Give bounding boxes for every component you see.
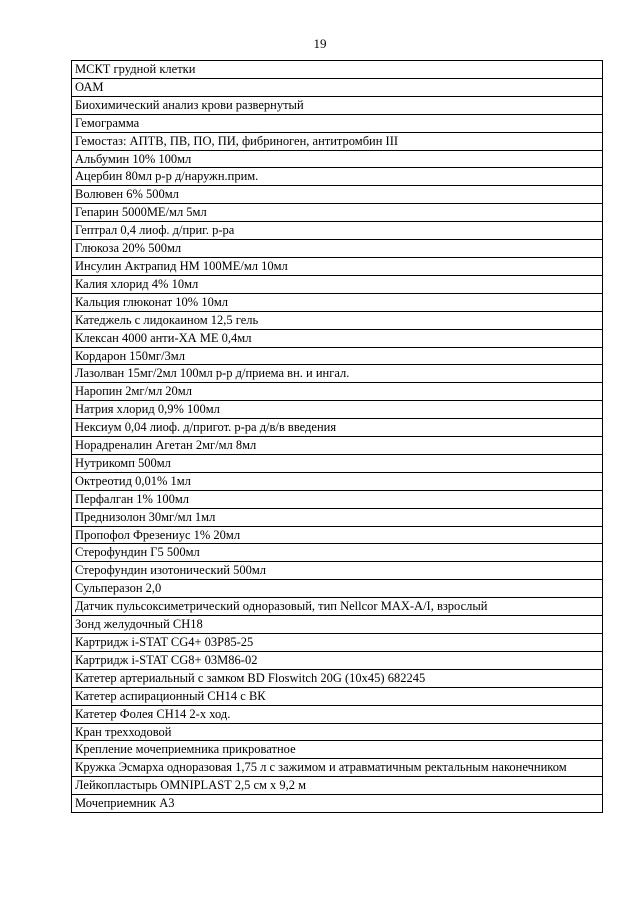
- table-cell: Катеджель с лидокаином 12,5 гель: [72, 311, 603, 329]
- table-row: [72, 580, 603, 598]
- table-row: [72, 329, 603, 347]
- table-row: [72, 454, 603, 472]
- table-row: [72, 741, 603, 759]
- table-cell: Кран трехходовой: [72, 723, 603, 741]
- table-row: [72, 562, 603, 580]
- table-cell: Кружка Эсмарха одноразовая 1,75 л с зажимом и атравматичным ректальным наконечником: [72, 759, 603, 777]
- table-row: [72, 723, 603, 741]
- table-cell: Перфалган 1% 100мл: [72, 490, 603, 508]
- table-row: [72, 616, 603, 634]
- table-row: [72, 96, 603, 114]
- table-cell: Сульперазон 2,0: [72, 580, 603, 598]
- table-row: [72, 544, 603, 562]
- table-cell: Гемостаз: АПТВ, ПВ, ПО, ПИ, фибриноген, антитромбин III: [72, 132, 603, 150]
- table-row: [72, 777, 603, 795]
- table-row: [72, 795, 603, 813]
- table-row: [72, 759, 603, 777]
- table-cell: Стерофундин изотонический 500мл: [72, 562, 603, 580]
- table-cell: Кордарон 150мг/3мл: [72, 347, 603, 365]
- table-row: [72, 257, 603, 275]
- table-cell: Альбумин 10% 100мл: [72, 150, 603, 168]
- table-cell: Катетер Фолея СН14 2-х ход.: [72, 705, 603, 723]
- table-cell: Норадреналин Агетан 2мг/мл 8мл: [72, 437, 603, 455]
- supplies-table: [71, 60, 603, 813]
- table-row: [72, 347, 603, 365]
- table-row: [72, 311, 603, 329]
- table-cell: Преднизолон 30мг/мл 1мл: [72, 508, 603, 526]
- table-cell: Стерофундин Г5 500мл: [72, 544, 603, 562]
- table-row: [72, 401, 603, 419]
- table-row: [72, 132, 603, 150]
- table-row: [72, 634, 603, 652]
- table-row: [72, 383, 603, 401]
- table-row: [72, 275, 603, 293]
- table-row: [72, 437, 603, 455]
- table-row: [72, 168, 603, 186]
- table-row: [72, 472, 603, 490]
- table-row: [72, 204, 603, 222]
- table-cell: Катетер аспирационный СН14 с ВК: [72, 687, 603, 705]
- table-row: [72, 705, 603, 723]
- table-cell: МСКТ грудной клетки: [72, 61, 603, 79]
- table-row: [72, 61, 603, 79]
- table-row: [72, 651, 603, 669]
- table-cell: Крепление мочеприемника прикроватное: [72, 741, 603, 759]
- table-cell: Натрия хлорид 0,9% 100мл: [72, 401, 603, 419]
- table-cell: Гемограмма: [72, 114, 603, 132]
- table-row: [72, 222, 603, 240]
- table-cell: Лазолван 15мг/2мл 100мл р-р д/приема вн. и ингал.: [72, 365, 603, 383]
- table-row: [72, 365, 603, 383]
- table-cell: Нексиум 0,04 лиоф. д/пригот. р-ра д/в/в введения: [72, 419, 603, 437]
- table-cell: ОАМ: [72, 78, 603, 96]
- table-cell: Гепарин 5000МЕ/мл 5мл: [72, 204, 603, 222]
- table-cell: Мочеприемник А3: [72, 795, 603, 813]
- table-row: [72, 114, 603, 132]
- table-cell: Кальция глюконат 10% 10мл: [72, 293, 603, 311]
- table-cell: Датчик пульсоксиметрический одноразовый, тип Nellcor MAX-A/I, взрослый: [72, 598, 603, 616]
- table-cell: Катетер артериальный с замком BD Floswitch 20G (10x45) 682245: [72, 669, 603, 687]
- table-row: [72, 687, 603, 705]
- table-row: [72, 598, 603, 616]
- table-cell: Октреотид 0,01% 1мл: [72, 472, 603, 490]
- table-cell: Инсулин Актрапид НМ 100МЕ/мл 10мл: [72, 257, 603, 275]
- table-cell: Глюкоза 20% 500мл: [72, 240, 603, 258]
- table-cell: Картридж i-STAT CG8+ 03M86-02: [72, 651, 603, 669]
- table-row: [72, 150, 603, 168]
- page-number: 19: [313, 36, 327, 51]
- table-cell: Биохимический анализ крови развернутый: [72, 96, 603, 114]
- table-cell: Пропофол Фрезениус 1% 20мл: [72, 526, 603, 544]
- table-row: [72, 508, 603, 526]
- table-cell: Волювен 6% 500мл: [72, 186, 603, 204]
- table-cell: Клексан 4000 анти-ХА МЕ 0,4мл: [72, 329, 603, 347]
- table-row: [72, 669, 603, 687]
- table-cell: Гептрал 0,4 лиоф. д/приг. р-ра: [72, 222, 603, 240]
- table-row: [72, 186, 603, 204]
- table-cell: Нутрикомп 500мл: [72, 454, 603, 472]
- table-row: [72, 526, 603, 544]
- table-cell: Зонд желудочный СН18: [72, 616, 603, 634]
- table-row: [72, 490, 603, 508]
- table-cell: Калия хлорид 4% 10мл: [72, 275, 603, 293]
- table-row: [72, 293, 603, 311]
- table-row: [72, 419, 603, 437]
- table-row: [72, 240, 603, 258]
- table-cell: Лейкопластырь OMNIPLAST 2,5 см х 9,2 м: [72, 777, 603, 795]
- table-row: [72, 78, 603, 96]
- table-cell: Картридж i-STAT CG4+ 03P85-25: [72, 634, 603, 652]
- table-cell: Наропин 2мг/мл 20мл: [72, 383, 603, 401]
- table-cell: Ацербин 80мл р-р д/наружн.прим.: [72, 168, 603, 186]
